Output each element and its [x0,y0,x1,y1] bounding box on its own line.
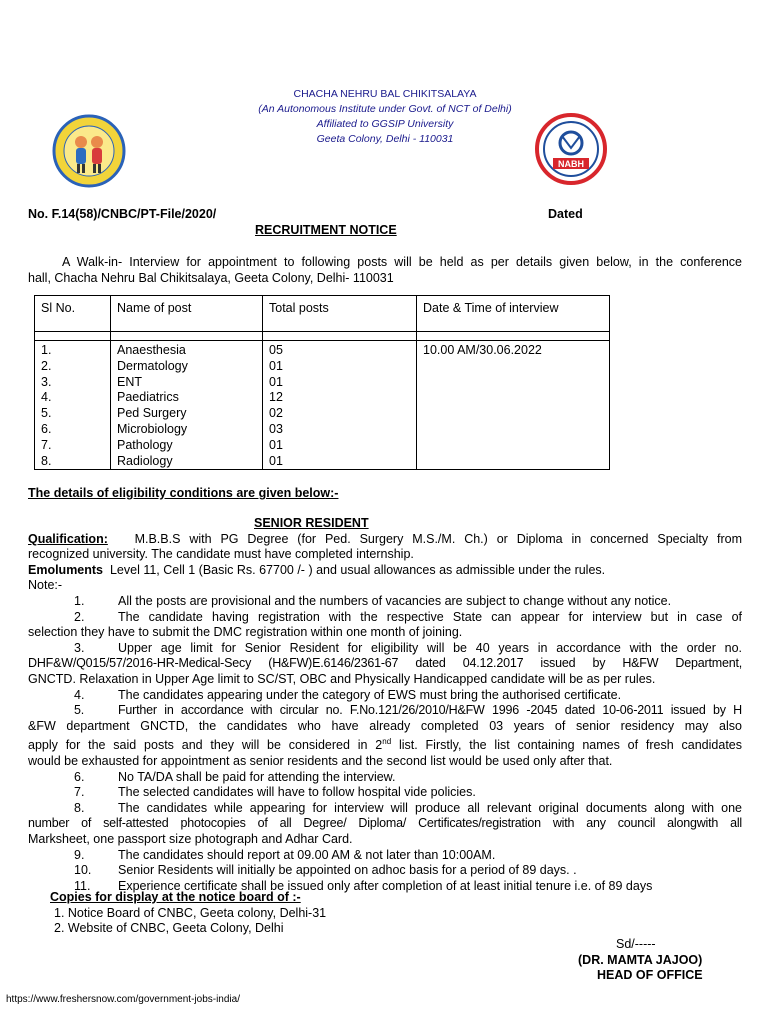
signatory-name: (DR. MAMTA JAJOO) [578,953,703,967]
table-cell: 8. [41,453,52,468]
cnbc-logo [52,114,126,188]
header-interview-time: Date & Time of interview [417,296,610,332]
table-cell: 7. [41,437,52,452]
org-status: (An Autonomous Institute under Govt. of NCT of Delhi) [258,103,512,115]
address: Geeta Colony, Delhi - 110031 [316,133,454,145]
signature-sd: Sd/----- [616,937,656,951]
table-cell: Ped Surgery [117,406,187,421]
list-item-continued: would be exhausted for appointment as senior residents and the second list would be used only after that. [28,754,613,769]
notes-list [28,594,742,894]
table-cell: Paediatrics [117,390,179,405]
table-cell: 3. [41,374,52,389]
posts-table [34,295,610,470]
interview-column [417,341,610,470]
list-item: 9. The candidates should report at 09.00 AM & not later than 10:00AM. [74,847,496,862]
header-total-posts: Total posts [263,296,417,332]
list-item: 4. The candidates appearing under the category of EWS must bring the authorised certificate. [74,687,622,702]
list-item-continued: apply for the said posts and they will be considered in 2nd list. Firstly, the list containing names of fresh candidates [28,737,742,753]
interview-datetime: 10.00 AM/30.06.2022 [423,343,542,357]
table-cell: Pathology [117,437,173,452]
footer-url[interactable]: https://www.freshersnow.com/government-jobs-india/ [6,994,240,1005]
table-cell: 1. [41,343,52,357]
table-cell: Dermatology [117,358,188,373]
list-item-continued: number of self-attested photocopies of all Degree/ Diploma/ Certificates/registration with any council alongwith all [28,816,742,831]
table-cell: Anaesthesia [117,343,186,357]
list-item: 5. Further in accordance with circular no. F.No.121/26/2010/H&FW 1996 -2045 dated 10-06-2011 issued by H [74,703,742,718]
qualification-label: Qualification: [28,532,108,546]
table-cell: Microbiology [117,421,188,436]
note-label: Note:- [28,578,63,592]
intro-line-2: hall, Chacha Nehru Bal Chikitsalaya, Geeta Colony, Delhi- 110031 [28,271,394,285]
eligibility-heading: The details of eligibility conditions are given below:- [28,486,339,500]
sl-column [35,341,111,470]
list-item-continued: &FW department GNCTD, the candidates who have already completed 03 years of senior residency may also [28,718,742,733]
header-sl-no: Sl No. [35,296,111,332]
nabh-logo-text: NABH [558,159,584,169]
list-item: 2. The candidate having registration with the respective State can appear for interview but in case of [74,609,742,624]
total-column [263,341,417,470]
org-name: CHACHA NEHRU BAL CHIKITSALAYA [293,88,477,100]
list-item: 6. No TA/DA shall be paid for attending the interview. [74,769,396,784]
list-item: 11. Experience certificate shall be issued only after completion of at least initial tenure i.e. of 89 days [74,878,653,893]
table-cell: Radiology [117,453,173,468]
table-cell: 03 [269,421,283,436]
list-item-continued: DHF&W/Q015/57/2016-HR-Medical-Secy (H&FW)E.6146/2361-67 dated 04.12.2017 issued by H&FW Department, [28,656,742,671]
list-item: 7. The selected candidates will have to follow hospital vide policies. [74,785,476,800]
section-title: SENIOR RESIDENT [254,516,369,530]
table-cell: 02 [269,406,283,421]
copies-heading: Copies for display at the notice board of :- [50,890,301,904]
table-cell: 05 [269,343,283,357]
table-cell: 6. [41,421,52,436]
qualification-text: M.B.B.S with PG Degree (for Ped. Surgery M.S./M. Ch.) or Diploma in concerned Specialty from [134,532,742,546]
qualification-line-1 [28,532,742,548]
list-item-continued: GNCTD. Relaxation in Upper Age limit to SC/ST, OBC and Physically Handicapped candidate will be as per rules. [28,671,656,686]
table-cell: 12 [269,390,283,405]
table-cell: 01 [269,437,283,452]
notice-title: RECRUITMENT NOTICE [255,223,397,237]
post-column [111,341,263,470]
emoluments-text: Level 11, Cell 1 (Basic Rs. 67700 /- ) and usual allowances as admissible under the rules. [109,563,606,577]
table-cell: ENT [117,374,142,389]
table-cell: 2. [41,358,52,373]
emoluments-label: Emoluments [28,563,104,577]
table-cell: 5. [41,406,52,421]
intro-line-1: A Walk-in- Interview for appointment to following posts will be held as per details given below, in the conference [62,255,742,269]
list-item-continued: selection they have to submit the DMC registration within one month of joining. [28,625,463,640]
copy-item-1: 1. Notice Board of CNBC, Geeta colony, Delhi-31 [54,906,327,920]
table-cell: 4. [41,390,52,405]
table-cell: 01 [269,453,283,468]
copy-item-2: 2. Website of CNBC, Geeta Colony, Delhi [54,921,284,935]
list-item: 1. All the posts are provisional and the numbers of vacancies are subject to change without any notice. [74,594,672,608]
header-post-name: Name of post [111,296,263,332]
nabh-logo [534,112,608,186]
qualification-line-2: recognized university. The candidate must have completed internship. [28,547,414,561]
list-item-continued: Marksheet, one passport size photograph and Adhar Card. [28,832,353,847]
table-cell: 01 [269,374,283,389]
emoluments-line [28,563,605,579]
dated-label: Dated [548,207,583,221]
list-item: 10. Senior Residents will initially be appointed on adhoc basis for a period of 89 days. . [74,863,577,878]
list-item: 8. The candidates while appearing for interview will produce all relevant original documents along with one [74,800,742,815]
signatory-designation: HEAD OF OFFICE [597,968,703,982]
list-item: 3. Upper age limit for Senior Resident for eligibility will be 40 years in accordance with the order no. [74,640,742,655]
reference-number: No. F.14(58)/CNBC/PT-File/2020/ [28,207,217,221]
affiliation: Affiliated to GGSIP University [316,118,454,130]
table-cell: 01 [269,358,283,373]
